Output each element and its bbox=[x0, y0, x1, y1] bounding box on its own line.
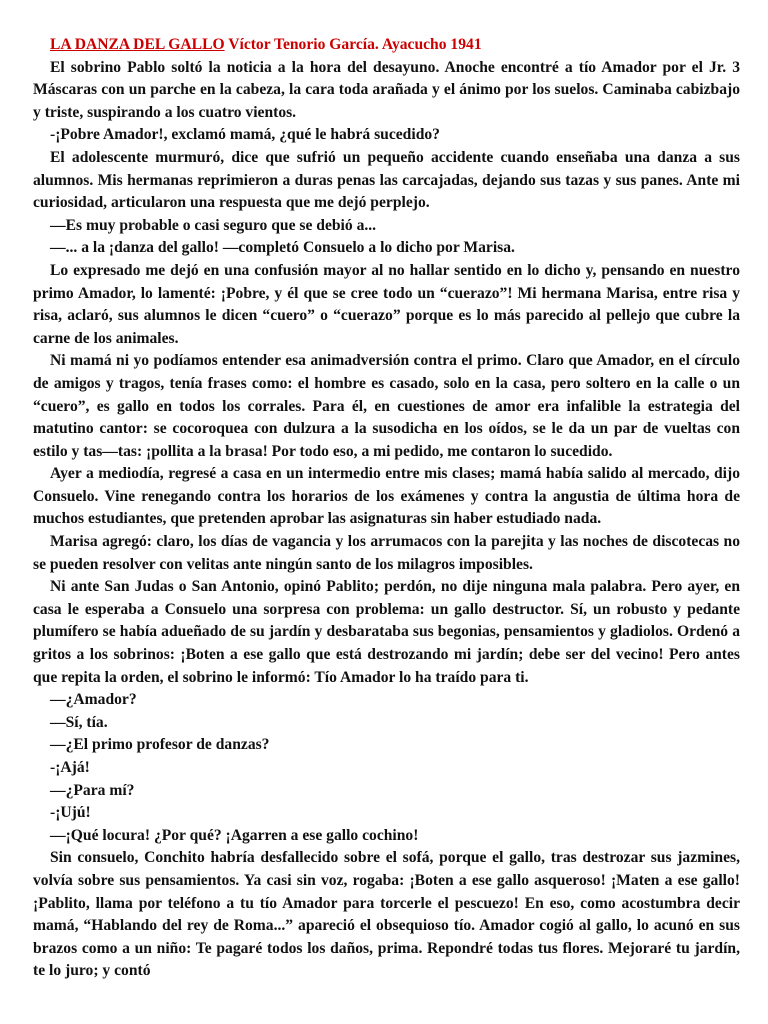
paragraph: Ni ante San Judas o San Antonio, opinó Pablito; perdón, no dije ninguna mala palabra. Pero ayer, en casa le esperaba a Consuelo una sorpresa con problema: un gallo destructor. Sí, un robusto y pedante plumífero se había adueñado de su jardín y desbarataba sus begonias, pensamientos y gladiolos. Ordenó a gritos a los sobrinos: ¡Boten a ese gallo que está destrozando mi jardín; debe ser del vecino! Pero antes que repita la orden, el sobrino le informó: Tío Amador lo ha traído para ti. bbox=[33, 578, 740, 686]
paragraph: —¿Amador? bbox=[50, 691, 137, 709]
paragraph: —Es muy probable o casi seguro que se debió a... bbox=[50, 216, 377, 234]
title-line bbox=[33, 34, 740, 57]
author-line: Víctor Tenorio García. Ayacucho 1941 bbox=[224, 36, 482, 53]
paragraph: —¿Para mí? bbox=[50, 781, 135, 799]
paragraph: —... a la ¡danza del gallo! —completó Consuelo a lo dicho por Marisa. bbox=[50, 239, 515, 257]
story-body bbox=[33, 57, 740, 983]
story-title: LA DANZA DEL GALLO bbox=[50, 36, 225, 53]
paragraph: —¡Qué locura! ¿Por qué? ¡Agarren a ese gallo cochino! bbox=[50, 826, 419, 844]
paragraph: Sin consuelo, Conchito habría desfallecido sobre el sofá, porque el gallo, tras destrozar sus jazmines, volvía sobre sus pensamientos. Ya casi sin voz, rogaba: ¡Boten a ese gallo asqueroso! ¡Maten a ese gallo! ¡Pablito, llama por teléfono a tu tío Amador para torcerle el pescuezo! En eso, como acostumbra decir mamá, “Hablando del rey de Roma...” apareció el obsequioso tío. Amador cogió al gallo, lo acunó en sus brazos como a un niño: Te pagaré todos los daños, prima. Repondré todas tus flores. Mejoraré tu jardín, te lo juro; y contó bbox=[33, 849, 740, 980]
paragraph: —¿El primo profesor de danzas? bbox=[50, 736, 270, 754]
paragraph: Ni mamá ni yo podíamos entender esa animadversión contra el primo. Claro que Amador, en el círculo de amigos y tragos, tenía frases como: el hombre es casado, solo en la casa, pero soltero en la calle o un “cuero”, es gallo en todos los corrales. Para él, en cuestiones de amor era infalible la estrategia del matutino cantor: se cocoroquea con dulzura a la susodicha en los oídos, se le da un par de vueltas con estilo y tas—tas: ¡pollita a la brasa! Por todo eso, a mi pedido, me contaron lo sucedido. bbox=[33, 352, 740, 460]
paragraph: -¡Pobre Amador!, exclamó mamá, ¿qué le habrá sucedido? bbox=[50, 126, 440, 144]
paragraph: -¡Ujú! bbox=[50, 804, 91, 822]
paragraph: —Sí, tía. bbox=[50, 713, 108, 731]
paragraph: El sobrino Pablo soltó la noticia a la hora del desayuno. Anoche encontré a tío Amador por el Jr. 3 Máscaras con un parche en la cabeza, la cara toda arañada y el ánimo por los suelos. Caminaba cabizbajo y triste, suspirando a los cuatro vientos. bbox=[33, 58, 740, 121]
paragraph: Marisa agregó: claro, los días de vagancia y los arrumacos con la parejita y las noches de discotecas no se pueden resolver con velitas ante ningún santo de los milagros imposibles. bbox=[33, 533, 740, 573]
paragraph: Ayer a mediodía, regresé a casa en un intermedio entre mis clases; mamá había salido al mercado, dijo Consuelo. Vine renegando contra los horarios de los exámenes y contra la angustia de última hora de muchos estudiantes, que pretenden aprobar las asignaturas sin haber estudiado nada. bbox=[33, 465, 740, 528]
paragraph: El adolescente murmuró, dice que sufrió un pequeño accidente cuando enseñaba una danza a sus alumnos. Mis hermanas reprimieron a duras penas las carcajadas, dejando sus tazas y sus panes. Ante mi curiosidad, articularon una respuesta que me dejó perplejo. bbox=[33, 148, 740, 212]
paragraph: Lo expresado me dejó en una confusión mayor al no hallar sentido en lo dicho y, pensando en nuestro primo Amador, lo lamenté: ¡Pobre, y él que se cree todo un “cuerazo”! Mi hermana Marisa, entre risa y risa, aclaró, sus alumnos le dicen “cuero” o “cuerazo” porque es lo más parecido al pellejo que cubre la carne de los animales. bbox=[33, 261, 740, 347]
paragraph: -¡Ajá! bbox=[50, 759, 90, 776]
